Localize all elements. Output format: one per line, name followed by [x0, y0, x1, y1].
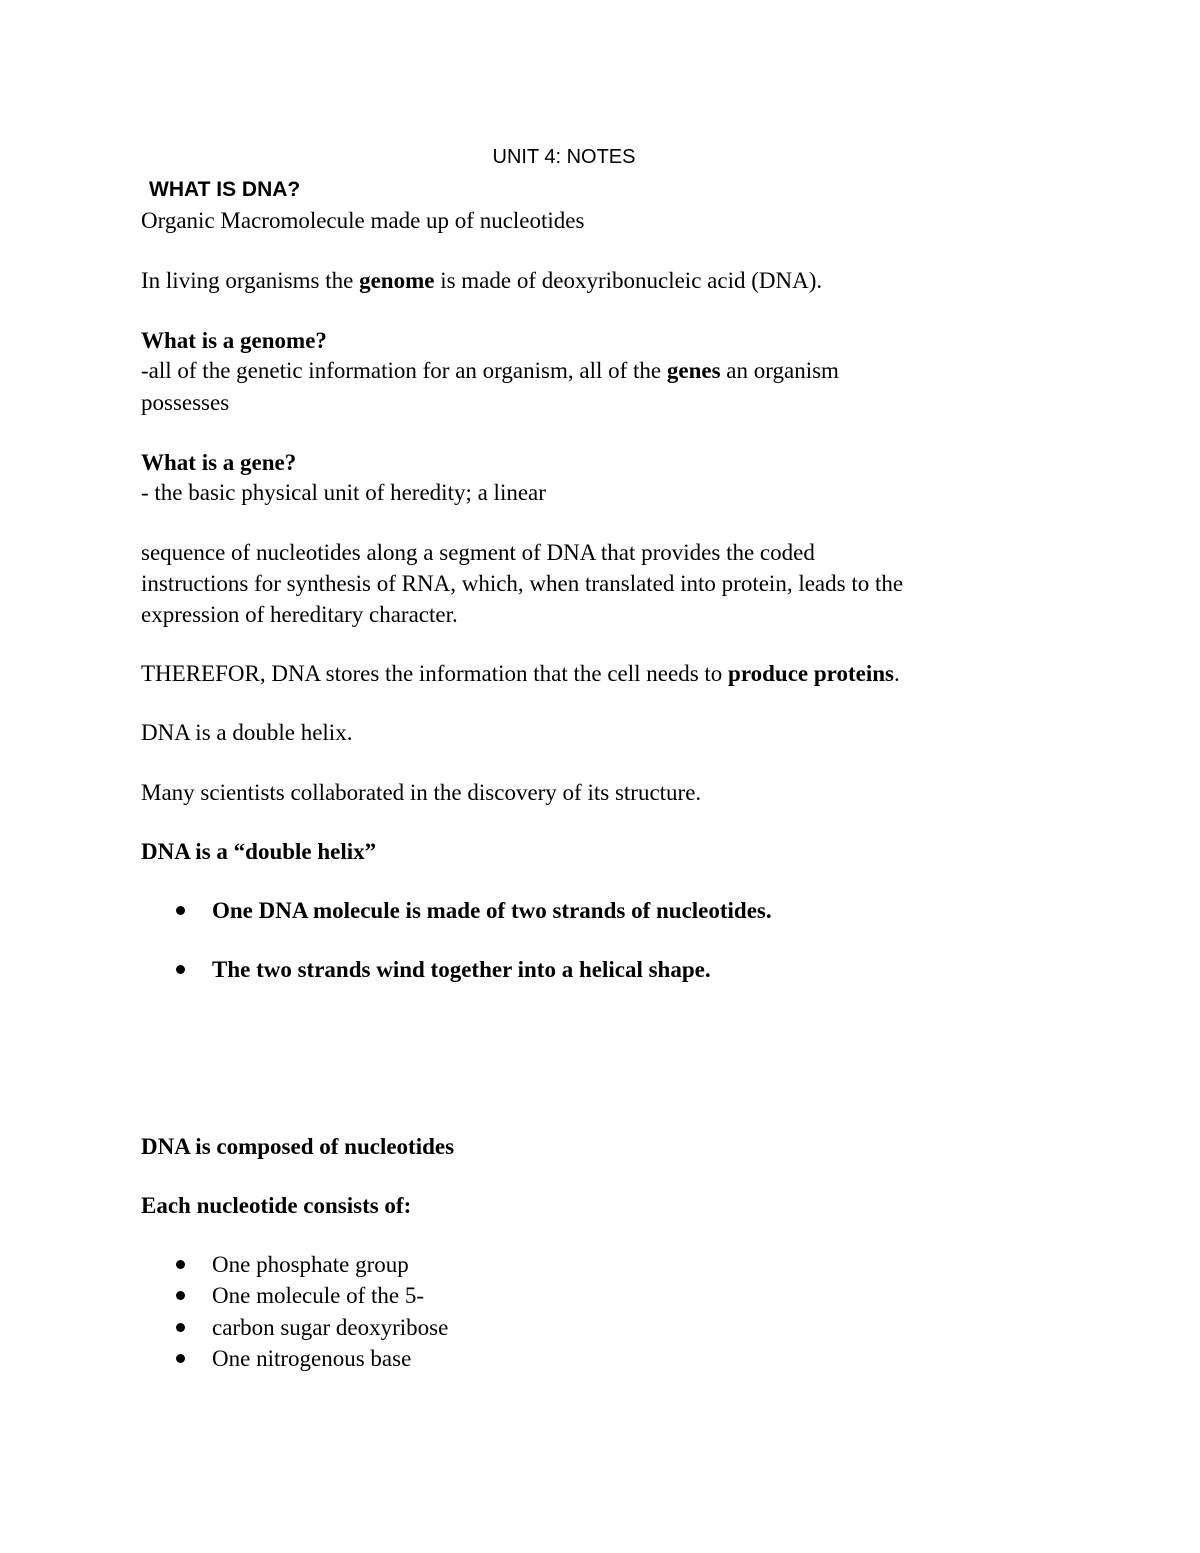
genes-term: genes [666, 358, 721, 383]
gene-definition-line-3: instructions for synthesis of RNA, which, when translated into protein, leads to the [141, 571, 904, 596]
gene-question: What is a gene? [141, 450, 297, 475]
genome-term: genome [359, 268, 435, 293]
bullet-icon [176, 1291, 185, 1300]
bullet-icon [176, 1354, 185, 1363]
helix-bullet-item: One DNA molecule is made of two strands of nucleotides. [212, 898, 772, 923]
gene-definition-line-1: - the basic physical unit of heredity; a linear [141, 480, 546, 505]
gene-definition-line-2: sequence of nucleotides along a segment of DNA that provides the coded [141, 540, 815, 565]
composed-heading: DNA is composed of nucleotides [141, 1134, 455, 1159]
genome-sentence-post: is made of deoxyribonucleic acid (DNA). [434, 268, 823, 293]
page-title: UNIT 4: NOTES [492, 146, 636, 168]
consists-heading: Each nucleotide consists of: [141, 1193, 412, 1218]
bullet-icon [176, 1260, 185, 1269]
nucleotide-part-item: One molecule of the 5- [212, 1283, 425, 1308]
therefor-pre: THEREFOR, DNA stores the information that the cell needs to [141, 661, 729, 686]
helix-bullet-item: The two strands wind together into a helical shape. [212, 957, 711, 982]
genome-sentence [141, 267, 822, 295]
therefor-sentence [141, 660, 900, 688]
double-helix-sentence: DNA is a double helix. [141, 720, 353, 745]
nucleotide-part-item: One phosphate group [212, 1252, 409, 1277]
genome-definition [141, 357, 839, 385]
section-heading: WHAT IS DNA? [149, 178, 301, 201]
bullet-icon [176, 1323, 185, 1332]
genome-sentence-pre: In living organisms the [141, 268, 360, 293]
genome-definition-pre: -all of the genetic information for an organism, all of the [141, 358, 667, 383]
genome-question: What is a genome? [141, 328, 327, 353]
double-helix-heading: DNA is a “double helix” [141, 839, 377, 864]
therefor-post: . [893, 661, 900, 686]
bullet-icon [176, 906, 185, 915]
scientists-sentence: Many scientists collaborated in the discovery of its structure. [141, 780, 702, 805]
dna-definition: Organic Macromolecule made up of nucleotides [141, 208, 585, 233]
bullet-icon [176, 965, 185, 974]
nucleotide-part-item: One nitrogenous base [212, 1346, 412, 1371]
gene-definition-line-4: expression of hereditary character. [141, 602, 458, 627]
genome-definition-post: an organism [720, 358, 839, 383]
genome-definition-cont: possesses [141, 390, 230, 415]
nucleotide-part-item: carbon sugar deoxyribose [212, 1315, 449, 1340]
produce-proteins-term: produce proteins [728, 661, 894, 686]
